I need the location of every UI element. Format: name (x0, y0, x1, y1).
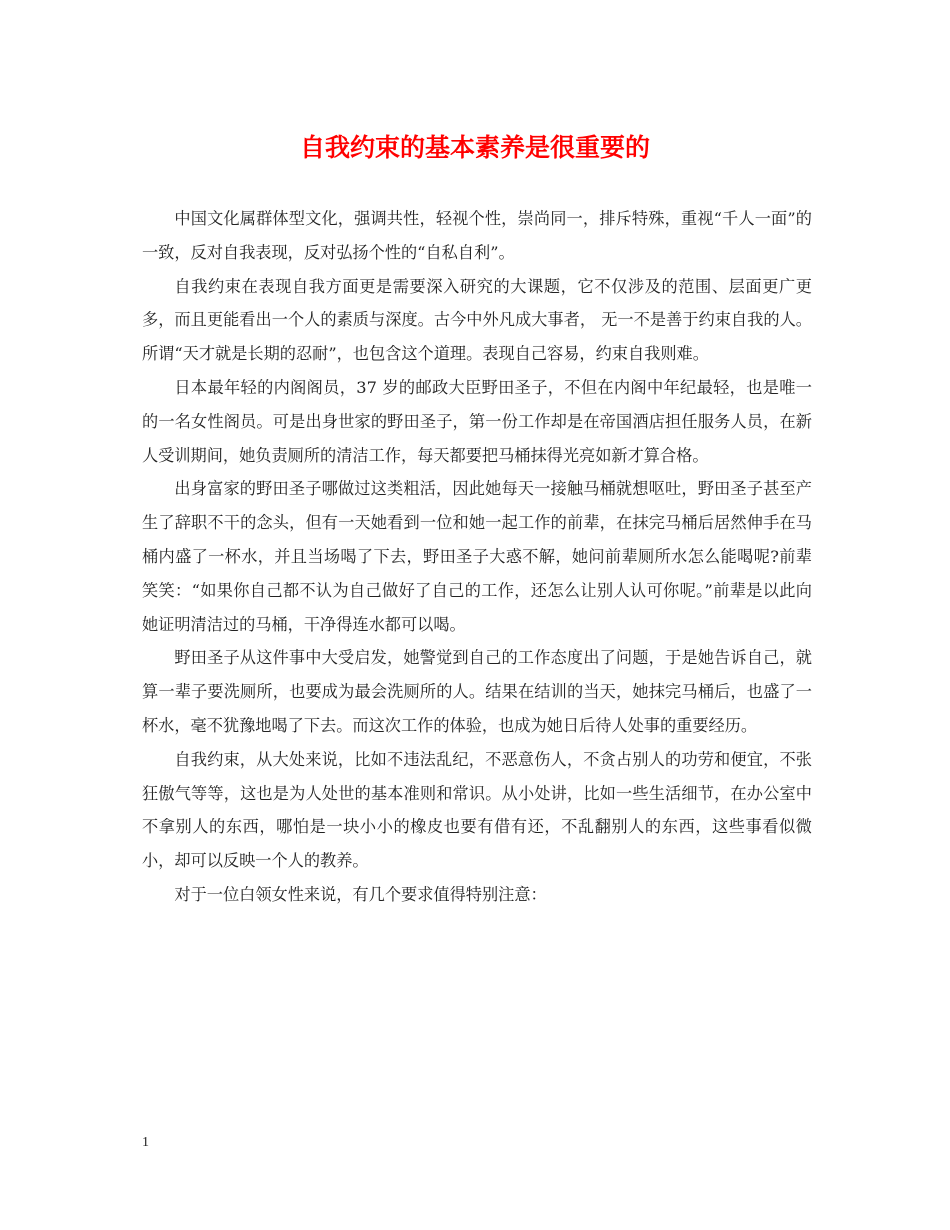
document-title: 自我约束的基本素养是很重要的 (299, 133, 650, 162)
paragraph-3: 日本最年轻的内阁阁员，37 岁的邮政大臣野田圣子，不但在内阁中年纪最轻，也是唯一的一名女性阁员。可是出身世家的野田圣子，第一份工作却是在帝国酒店担任服务人员，在新人受训期间，她负责厕所的清洁工作，每天都要把马桶抹得光亮如新才算合格。 (142, 377, 812, 465)
paragraph-6: 自我约束，从大处来说，比如不违法乱纪，不恶意伤人，不贪占别人的功劳和便宜，不张狂傲气等等，这也是为人处世的基本准则和常识。从小处讲，比如一些生活细节，在办公室中不拿别人的东西，哪怕是一块小小的橡皮也要有借有还，不乱翻别人的东西，这些事看似微小，却可以反映一个人的教养。 (142, 749, 812, 871)
page-number: 1 (142, 1135, 149, 1150)
paragraph-7: 对于一位白领女性来说，有几个要求值得特别注意： (174, 884, 547, 904)
paragraph-4: 出身富家的野田圣子哪做过这类粗活，因此她每天一接触马桶就想呕吐，野田圣子甚至产生了辞职不干的念头，但有一天她看到一位和她一起工作的前辈，在抹完马桶后居然伸手在马桶内盛了一杯水，并且当场喝了下去，野田圣子大惑不解，她问前辈厕所水怎么能喝呢?前辈笑笑：“如果你自己都不认为自己做好了自己的工作，还怎么让别人认可你呢。”前辈是以此向她证明清洁过的马桶，干净得连水都可以喝。 (142, 479, 812, 634)
document-body (142, 202, 812, 912)
paragraph-1: 中国文化属群体型文化，强调共性，轻视个性，崇尚同一，排斥特殊，重视“千人一面”的一致，反对自我表现，反对弘扬个性的“自私自利”。 (142, 209, 812, 262)
paragraph-2: 自我约束在表现自我方面更是需要深入研究的大课题，它不仅涉及的范围、层面更广更多，而且更能看出一个人的素质与深度。古今中外凡成大事者， 无一不是善于约束自我的人。所谓“天才就是长期的忍耐”，也包含这个道理。表现自己容易，约束自我则难。 (142, 276, 812, 364)
paragraph-5: 野田圣子从这件事中大受启发，她警觉到自己的工作态度出了问题，于是她告诉自己，就算一辈子要洗厕所，也要成为最会洗厕所的人。结果在结训的当天，她抹完马桶后，也盛了一杯水，毫不犹豫地喝了下去。而这次工作的体验，也成为她日后待人处事的重要经历。 (142, 648, 812, 735)
